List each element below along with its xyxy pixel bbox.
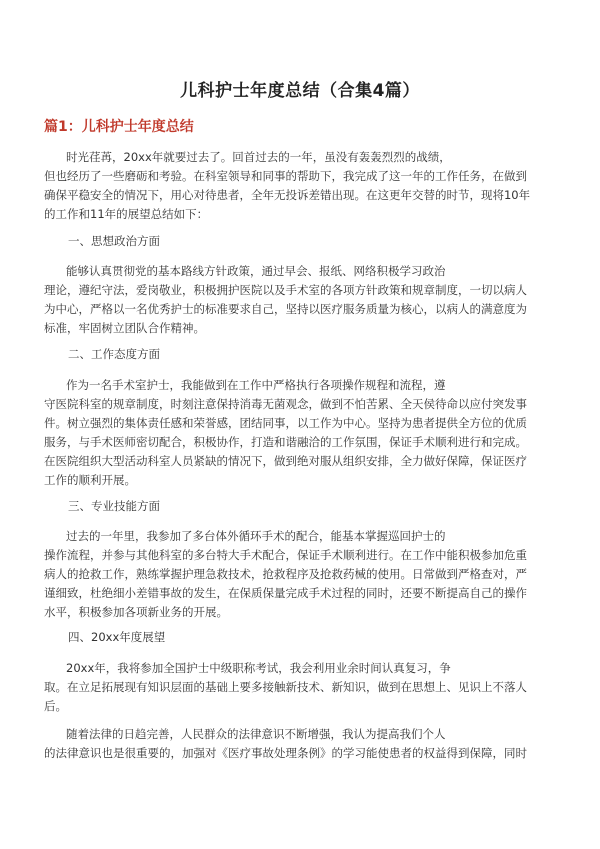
text-line: 但也经历了一些磨砺和考验。在科室领导和同事的帮助下，我完成了这一年的工作任务，在做到 (44, 169, 527, 183)
skills-paragraph (44, 527, 564, 622)
text-line: 服务，与手术医师密切配合，积极协作，打造和谐融洽的工作氛围，保证手术顺利进行和完成。 (44, 435, 527, 449)
text-line: 取。在立足拓展现有知识层面的基础上要多接触新技术、新知识，做到在思想上、见识上不落人 (44, 680, 527, 694)
text-line: 工作的顺利开展。 (44, 473, 136, 487)
section-title: 篇1：儿科护士年度总结 (44, 119, 194, 135)
text-line: 后。 (44, 699, 67, 713)
text-line: 确保平稳安全的情况下，用心对待患者，全年无投诉差错出现。在这更年交替的时节，现将10年 (44, 188, 531, 202)
intro-paragraph (44, 148, 564, 224)
text-line: 件。树立强烈的集体责任感和荣誉感，团结同事，以工作为中心。坚持为患者提供全方位的优质 (44, 416, 527, 430)
document-title: 儿科护士年度总结（合集4篇） (180, 81, 420, 101)
text-line: 的法律意识也是很重要的，加强对《医疗事故处理条例》的学习能使患者的权益得到保障，同时 (44, 746, 527, 760)
text-line: 能够认真贯彻党的基本路线方针政策，通过早会、报纸、网络积极学习政治 (66, 264, 446, 278)
text-line: 时光荏苒，20xx年就要过去了。回首过去的一年，虽没有轰轰烈烈的战绩， (66, 150, 451, 164)
heading-political: 一、思想政治方面 (68, 234, 160, 248)
law-paragraph (44, 725, 564, 763)
text-line: 操作流程，并参与其他科室的多台特大手术配合，保证手术顺利进行。在工作中能积极参加危重 (44, 548, 527, 562)
heading-attitude: 二、工作态度方面 (68, 347, 160, 361)
heading-skills: 三、专业技能方面 (68, 499, 160, 513)
text-line: 为中心，严格以一名优秀护士的标准要求自己，坚持以医疗服务质量为核心，以病人的满意度为 (44, 302, 527, 316)
text-line: 过去的一年里，我参加了多台体外循环手术的配合，能基本掌握巡回护士的 (66, 529, 446, 543)
text-line: 谨细致，杜绝细小差错事故的发生，在保质保量完成手术过程的同时，还要不断提高自己的操作 (44, 586, 527, 600)
text-line: 随着法律的日趋完善，人民群众的法律意识不断增强，我认为提高我们个人 (66, 727, 446, 741)
heading-outlook: 四、20xx年度展望 (68, 630, 166, 644)
text-line: 病人的抢救工作，熟练掌握护理急救技术，抢救程序及抢救药械的使用。日常做到严格查对，严 (44, 567, 527, 581)
text-line: 理论，遵纪守法，爱岗敬业，积极拥护医院以及手术室的各项方针政策和规章制度，一切以病人 (44, 283, 527, 297)
outlook-paragraph (44, 659, 564, 716)
text-line: 在医院组织大型活动科室人员紧缺的情况下，做到绝对服从组织安排，全力做好保障，保证医疗 (44, 454, 527, 468)
text-line: 标准，牢固树立团队合作精神。 (44, 321, 205, 335)
text-line: 水平，积极参加各项新业务的开展。 (44, 605, 228, 619)
political-paragraph (44, 262, 564, 338)
text-line: 作为一名手术室护士，我能做到在工作中严格执行各项操作规程和流程，遵 (66, 378, 446, 392)
text-line: 守医院科室的规章制度，时刻注意保持消毒无菌观念，做到不怕苦累、全天侯待命以应付突发事 (44, 397, 527, 411)
attitude-paragraph (44, 376, 564, 490)
text-line: 的工作和11年的展望总结如下： (44, 207, 209, 221)
text-line: 20xx年，我将参加全国护士中级职称考试，我会利用业余时间认真复习，争 (66, 661, 451, 675)
